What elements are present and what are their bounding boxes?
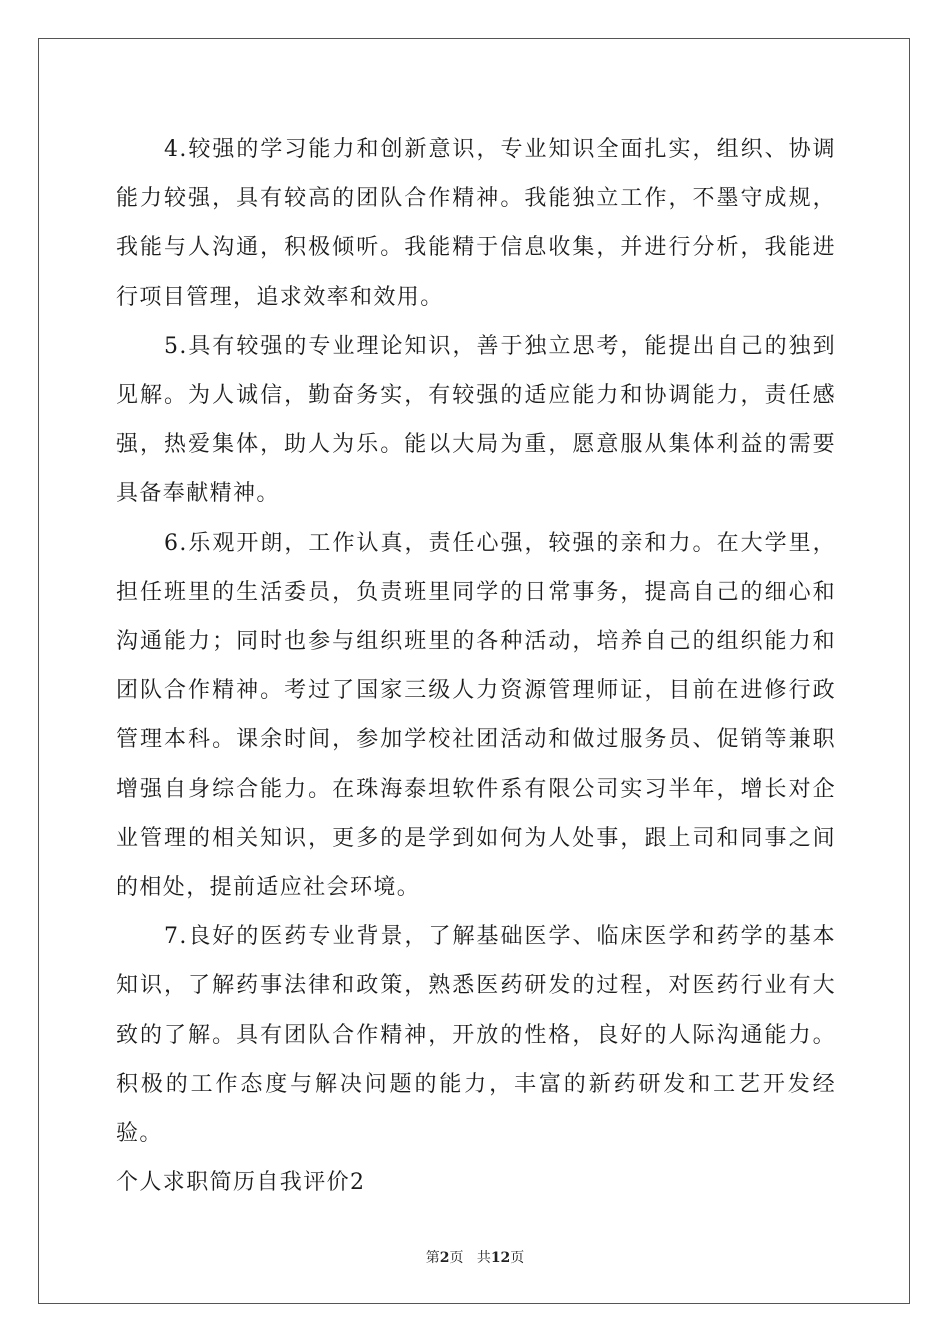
total-prefix: 共 bbox=[476, 1250, 491, 1266]
document-body bbox=[116, 125, 836, 1207]
total-pages: 12 bbox=[490, 1250, 511, 1266]
page-prefix: 第 bbox=[425, 1250, 440, 1266]
section-heading: 个人求职简历自我评价2 bbox=[116, 1170, 366, 1196]
paragraph-4: 4.较强的学习能力和创新意识，专业知识全面扎实，组织、协调能力较强，具有较高的团队合作精神。我能独立工作，不墨守成规，我能与人沟通，积极倾听。我能精于信息收集，并进行分析，我能进行项目管理，追求效率和效用。 bbox=[116, 137, 836, 310]
total-suffix: 页 bbox=[510, 1250, 525, 1266]
paragraph-5: 5.具有较强的专业理论知识，善于独立思考，能提出自己的独到见解。为人诚信，勤奋务实，有较强的适应能力和协调能力，责任感强，热爱集体，助人为乐。能以大局为重，愿意服从集体利益的需要具备奉献精神。 bbox=[116, 333, 836, 507]
paragraph-7: 7.良好的医药专业背景，了解基础医学、临床医学和药学的基本知识，了解药事法律和政策，熟悉医药研发的过程，对医药行业有大致的了解。具有团队合作精神，开放的性格，良好的人际沟通能力。积极的工作态度与解决问题的能力，丰富的新药研发和工艺开发经验。 bbox=[116, 924, 836, 1147]
page-suffix: 页 bbox=[449, 1250, 464, 1266]
page-number: 2 bbox=[439, 1250, 450, 1266]
paragraph-6: 6.乐观开朗，工作认真，责任心强，较强的亲和力。在大学里，担任班里的生活委员，负责班里同学的日常事务，提高自己的细心和沟通能力；同时也参与组织班里的各种活动，培养自己的组织能力和团队合作精神。考过了国家三级人力资源管理师证，目前在进修行政管理本科。课余时间，参加学校社团活动和做过服务员、促销等兼职增强自身综合能力。在珠海泰坦软件系有限公司实习半年，增长对企业管理的相关知识，更多的是学到如何为人处事，跟上司和同事之间的相处，提前适应社会环境。 bbox=[116, 530, 836, 901]
page-footer bbox=[0, 1247, 950, 1267]
